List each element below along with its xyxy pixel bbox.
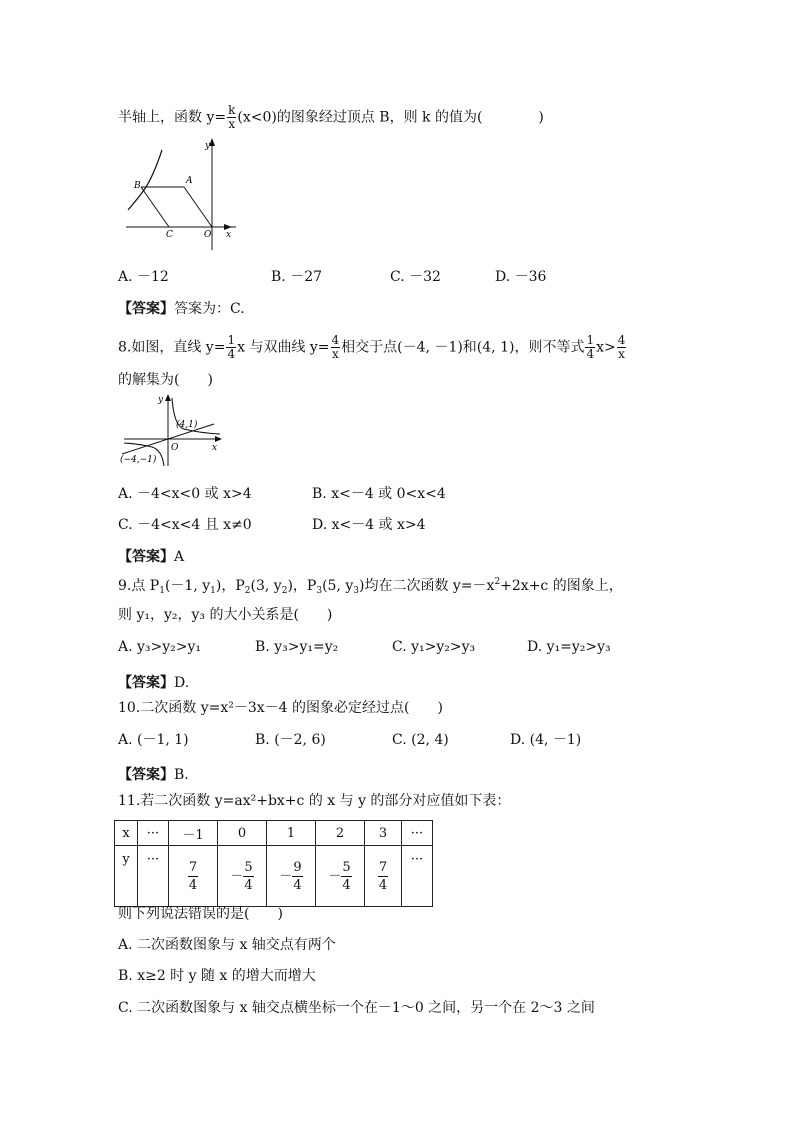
table-cell: 2 (316, 821, 365, 846)
q8-label-point2: (−4,−1) (120, 455, 157, 465)
q7-answer: 【答案】答案为：C. (118, 301, 245, 317)
q7-stem: 半轴上，函数 y= $\frac{k}{x}$ (x<0)的图象经过顶点 B，则 k 的值为( ) (118, 103, 544, 131)
q7-option-a: A. －12 (118, 269, 169, 285)
q7-fraction: $\frac{k}{x}$ (228, 103, 236, 131)
q7-label-y: y (205, 141, 211, 151)
q9-answer: 【答案】D. (118, 675, 190, 691)
table-cell: y (115, 846, 138, 907)
q10-option-c: C. (2, 4) (392, 732, 449, 748)
q8-stem-line2: 的解集为( ) (118, 372, 213, 388)
q8-option-c: C. －4<x<4 且 x≠0 (118, 517, 252, 533)
table-row-y (115, 846, 433, 907)
q8-label-O: O (171, 443, 179, 453)
q7-label-C: C (166, 230, 173, 240)
table-row-x (115, 821, 433, 846)
q9-option-a: A. y₃>y₂>y₁ (118, 639, 202, 655)
q7-figure (122, 138, 242, 256)
q7-option-d: D. －36 (495, 269, 547, 285)
q11-question: 则下列说法错误的是( ) (118, 906, 283, 922)
q7-label-B: B (134, 181, 141, 191)
q11-option-b: B. x≥2 时 y 随 x 的增大而增大 (118, 968, 316, 984)
q8-label-x: x (212, 443, 218, 453)
table-cell: 1 (267, 821, 316, 846)
q8-option-d: D. x<－4 或 x>4 (312, 517, 426, 533)
q11-option-c: C. 二次函数图象与 x 轴交点横坐标一个在－1～0 之间，另一个在 2～3 之间 (118, 1000, 595, 1016)
table-cell: － $\frac{9}{4}$ (267, 846, 316, 907)
q8-answer: 【答案】A (118, 549, 185, 565)
table-cell: $\frac{7}{4}$ (169, 846, 218, 907)
q7-option-c: C. －32 (390, 269, 441, 285)
table-cell: ··· (402, 846, 433, 907)
table-cell: x (115, 821, 138, 846)
q8-figure (118, 392, 228, 468)
q9-stem: 9.点 $P_1(-1$, $y_1$)，$P_2(3$, $y_2$)，$P_3(5$, $y_3$)均在二次函数 $y=-x^2+2x+c$ 的图象上， (118, 577, 623, 596)
q7-label-O: O (204, 230, 212, 240)
table-cell: 3 (365, 821, 402, 846)
q8-label-y: y (158, 395, 164, 405)
q10-option-d: D. (4, －1) (510, 732, 582, 748)
q10-option-b: B. (－2, 6) (255, 732, 326, 748)
q9-option-c: C. y₁>y₂>y₃ (392, 639, 476, 655)
q9-option-b: B. y₃>y₁=y₂ (255, 639, 339, 655)
table-cell: －1 (169, 821, 218, 846)
q7-label-A: A (186, 176, 193, 186)
q8-option-b: B. x<－4 或 0<x<4 (312, 486, 446, 502)
q8-label-point1: (4,1) (176, 420, 198, 430)
table-cell: $\frac{7}{4}$ (365, 846, 402, 907)
table-cell: ··· (402, 821, 433, 846)
q11-option-a: A. 二次函数图象与 x 轴交点有两个 (118, 937, 336, 953)
q10-option-a: A. (－1, 1) (118, 732, 189, 748)
q9-stem-line2: 则 y₁，y₂，y₃ 的大小关系是( ) (118, 607, 333, 623)
table-cell: － $\frac{5}{4}$ (218, 846, 267, 907)
q8-stem: 8.如图，直线 y= $\frac{1}{4}$ x 与双曲线 y= $\frac{4}{x}$ 相交于点(－4, －1)和(4, 1)，则不等式 $\frac{1}{4}$ x> $\frac{4}{x}$ (118, 333, 626, 361)
q9-option-d: D. y₁=y₂>y₃ (527, 639, 611, 655)
q7-label-x: x (226, 230, 232, 240)
table-cell: ··· (138, 821, 169, 846)
q11-stem: 11.若二次函数 y=ax²+bx+c 的 x 与 y 的部分对应值如下表： (118, 793, 511, 809)
value-table (114, 820, 433, 907)
q10-stem: 10.二次函数 y=x²－3x－4 的图象必定经过点( ) (118, 700, 443, 716)
q10-answer: 【答案】B. (118, 767, 189, 783)
table-cell: 0 (218, 821, 267, 846)
q7-option-b: B. －27 (271, 269, 323, 285)
table-cell: ··· (138, 846, 169, 907)
table-cell: － $\frac{5}{4}$ (316, 846, 365, 907)
q8-option-a: A. －4<x<0 或 x>4 (118, 486, 252, 502)
